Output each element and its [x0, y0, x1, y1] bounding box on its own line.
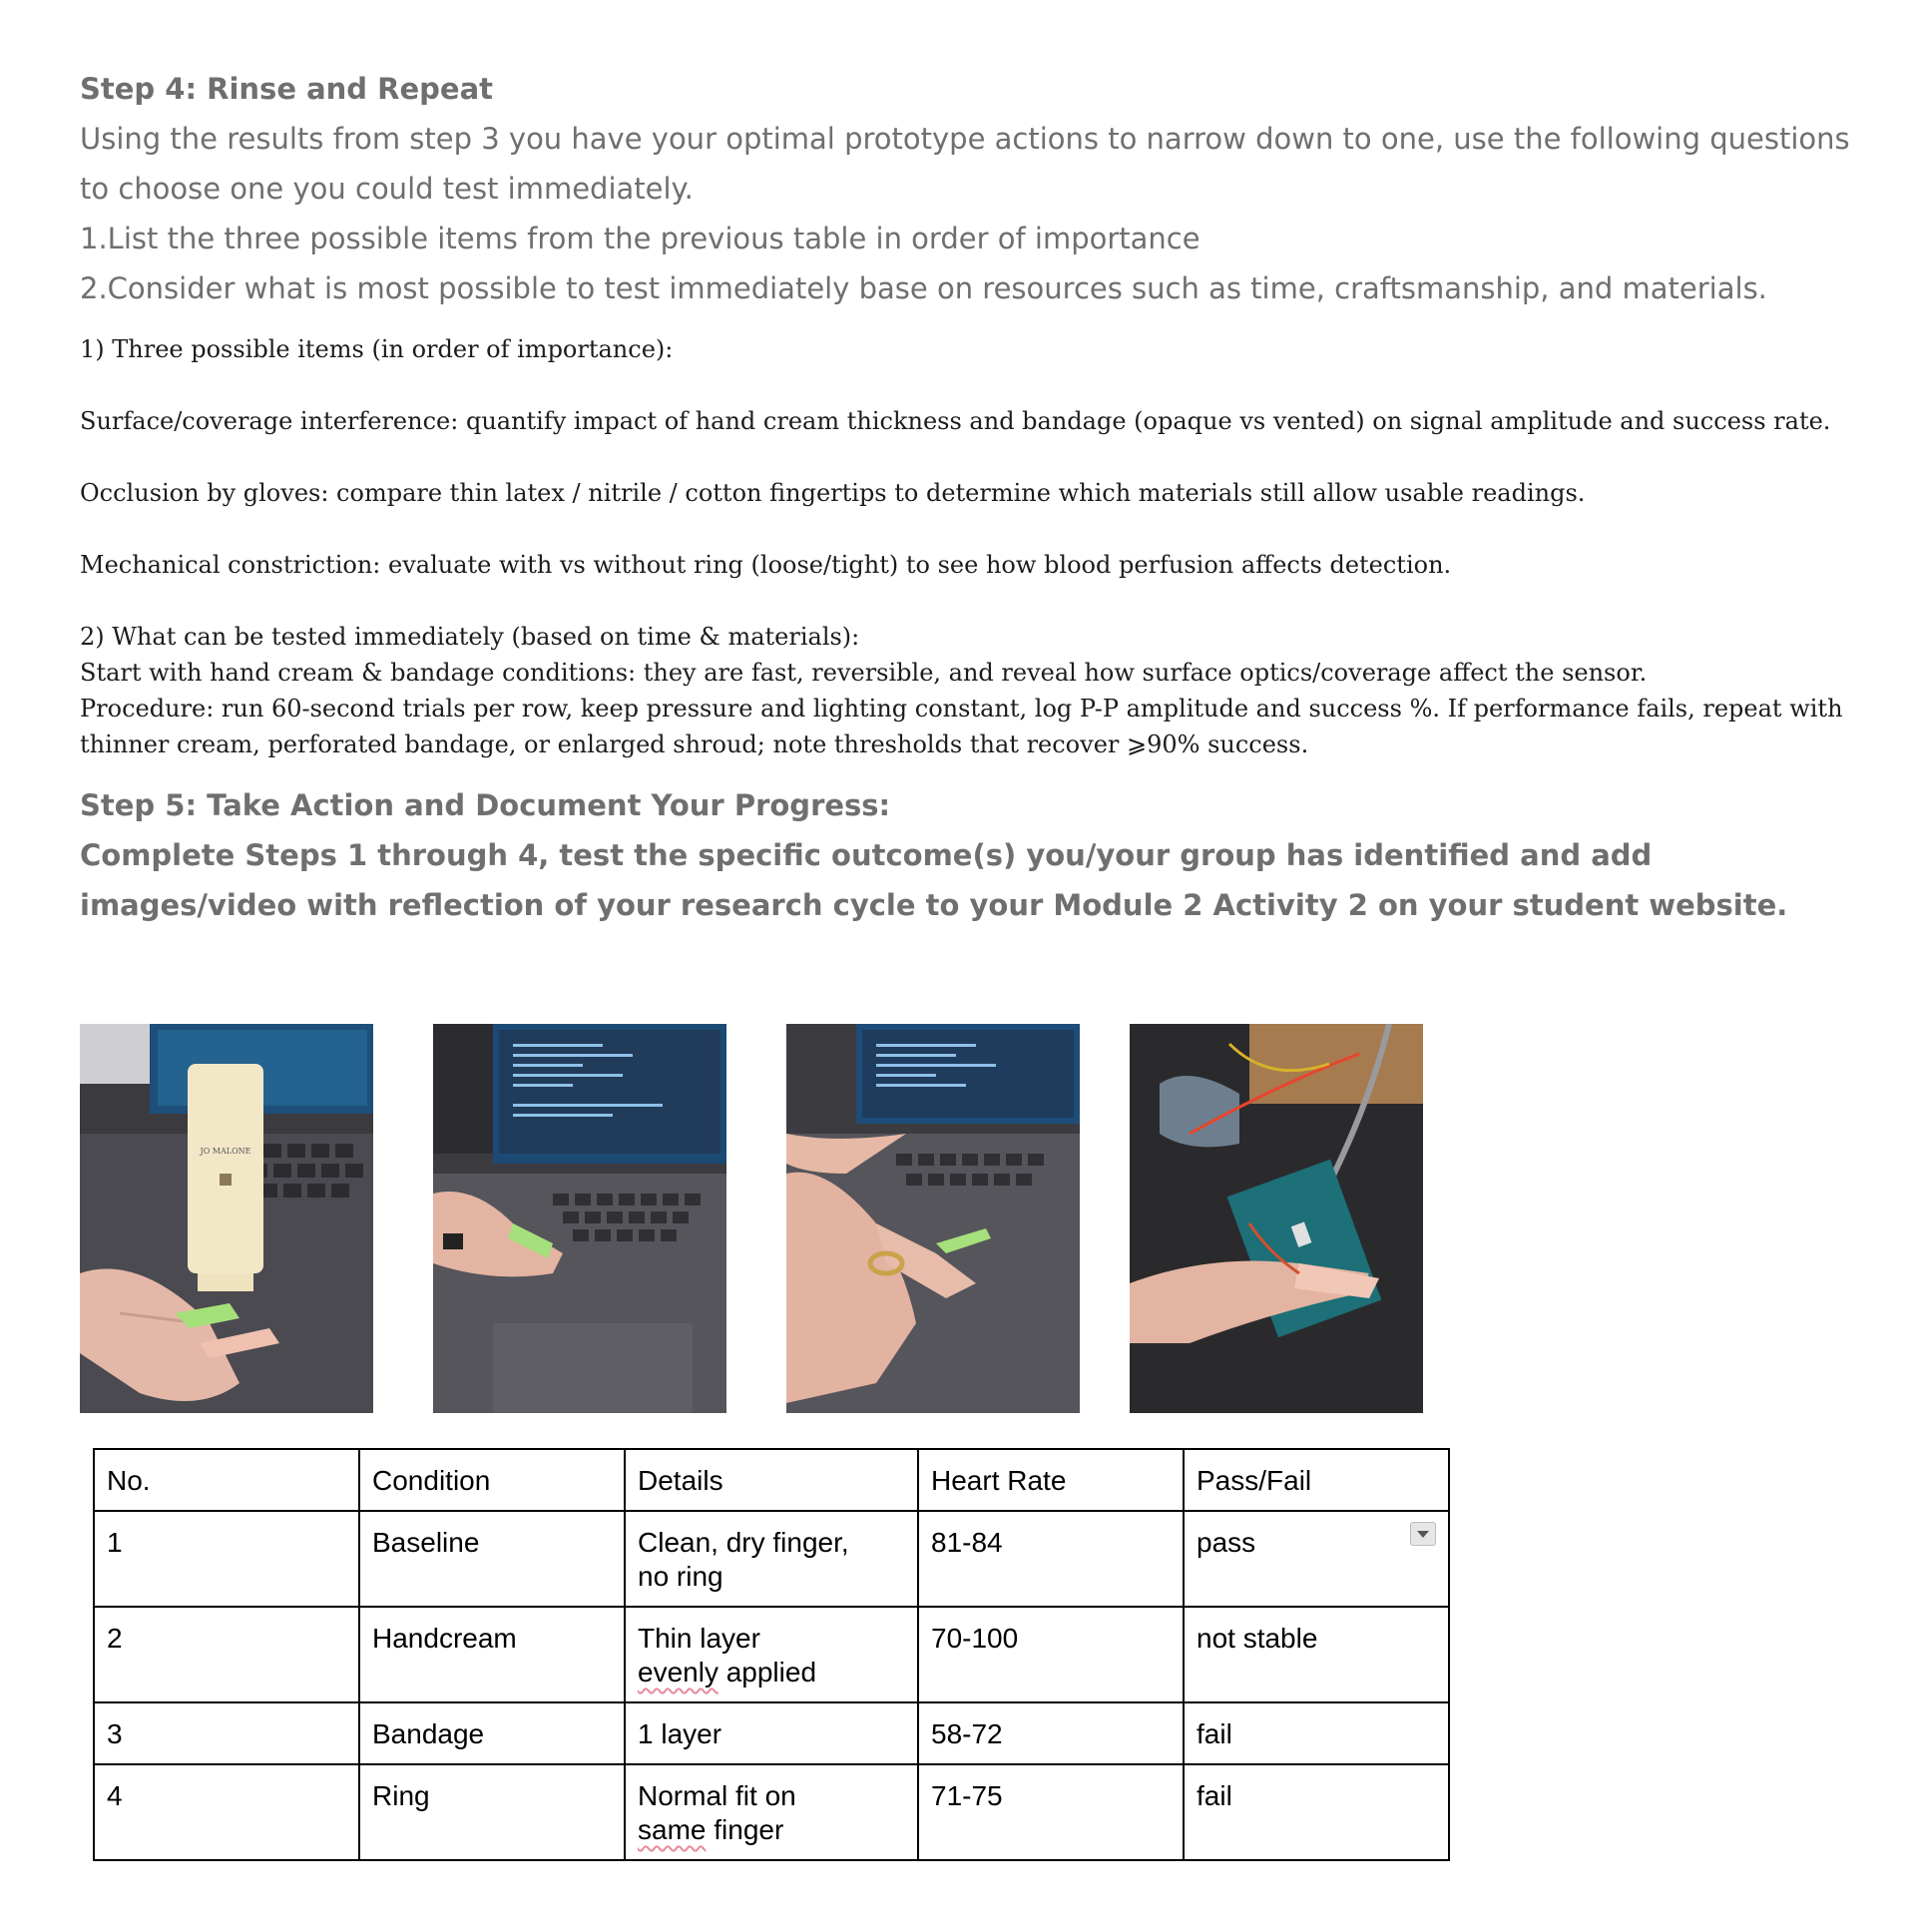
cell-heart-rate: 58-72: [918, 1702, 1184, 1764]
step4-question-1: 1.List the three possible items from the previous table in order of importance: [80, 222, 1200, 255]
answer-item-2: Occlusion by gloves: compare thin latex / nitrile / cotton fingertips to determine which materials still allow usable readings.: [80, 479, 1586, 507]
header-condition: Condition: [359, 1449, 625, 1511]
results-table: [93, 1448, 1450, 1861]
step4-intro-line1: Using the results from step 3 you have your optimal prototype actions to narrow down to one, use the following questions: [80, 122, 1850, 156]
table-header-row: [94, 1449, 1449, 1511]
table-row: [94, 1511, 1449, 1607]
cell-heart-rate: 81-84: [918, 1511, 1184, 1607]
details-line-2-rest: finger: [706, 1814, 784, 1845]
cell-heart-rate: 71-75: [918, 1764, 1184, 1860]
cell-condition: Ring: [359, 1764, 625, 1860]
document-page: [80, 64, 1856, 1845]
cell-condition: Baseline: [359, 1511, 625, 1607]
result-dropdown-icon[interactable]: [1410, 1522, 1436, 1546]
cell-details: [625, 1607, 918, 1702]
photo-row: [80, 1024, 1477, 1413]
header-no: No.: [94, 1449, 359, 1511]
header-heart-rate: Heart Rate: [918, 1449, 1184, 1511]
answer-item-3: Mechanical constriction: evaluate with vs without ring (loose/tight) to see how blood perfusion affects detection.: [80, 551, 1452, 579]
answer-heading-1: 1) Three possible items (in order of importance):: [80, 335, 674, 363]
step5-title: Step 5: Take Action and Document Your Progress:: [80, 788, 891, 822]
cell-no: 1: [94, 1511, 359, 1607]
answer-item-1: Surface/coverage interference: quantify impact of hand cream thickness and bandage (opaque vs vented) on signal amplitude and success rate.: [80, 407, 1831, 435]
cell-condition: Bandage: [359, 1702, 625, 1764]
cell-no: 2: [94, 1607, 359, 1702]
cell-no: 3: [94, 1702, 359, 1764]
cell-details: 1 layer: [625, 1702, 918, 1764]
cell-result: fail: [1184, 1702, 1449, 1764]
details-line-2-rest: applied: [718, 1657, 817, 1688]
cell-condition: Handcream: [359, 1607, 625, 1702]
details-line-1: Thin layer: [638, 1623, 760, 1654]
cell-result: [1184, 1511, 1449, 1607]
cell-details: Clean, dry finger, no ring: [625, 1511, 918, 1607]
answer-plan: Start with hand cream & bandage conditions: they are fast, reversible, and reveal how surface optics/coverage affect the sensor.: [80, 659, 1648, 687]
table-row: [94, 1702, 1449, 1764]
answer-heading-2: 2) What can be tested immediately (based on time & materials):: [80, 623, 860, 651]
photo-arduino: [1130, 1024, 1423, 1413]
cell-result: not stable: [1184, 1607, 1449, 1702]
step4-title: Step 4: Rinse and Repeat: [80, 72, 494, 106]
misspelling-underline[interactable]: evenly: [638, 1657, 718, 1688]
step5-body: Complete Steps 1 through 4, test the specific outcome(s) you/your group has identified and add images/video with reflection of your research cycle to your Module 2 Activity 2 on your student website.: [80, 838, 1788, 922]
table-row: [94, 1764, 1449, 1860]
details-line-1: Normal fit on: [638, 1780, 796, 1811]
photo-ring: [786, 1024, 1080, 1413]
cell-result: fail: [1184, 1764, 1449, 1860]
step4-intro-line2: to choose one you could test immediately.: [80, 172, 694, 206]
misspelling-underline[interactable]: same: [638, 1814, 707, 1845]
cell-heart-rate: 70-100: [918, 1607, 1184, 1702]
cell-no: 4: [94, 1764, 359, 1860]
photo-bandage: [433, 1024, 726, 1413]
result-text: pass: [1197, 1527, 1256, 1558]
cell-details: [625, 1764, 918, 1860]
header-details: Details: [625, 1449, 918, 1511]
photo-handcream-logo-text: JO MALONE: [200, 1147, 251, 1156]
step4-question-2: 2.Consider what is most possible to test immediately base on resources such as time, craftsmanship, and materials.: [80, 271, 1767, 305]
answer-procedure: Procedure: run 60-second trials per row, keep pressure and lighting constant, log P-P amplitude and success %. If performance fails, repeat with thinner cream, perforated bandage, or enlarged shroud; note thresholds that recover ⩾90% success.: [80, 695, 1843, 758]
header-pass-fail: Pass/Fail: [1184, 1449, 1449, 1511]
photo-handcream: [80, 1024, 373, 1413]
table-row: [94, 1607, 1449, 1702]
